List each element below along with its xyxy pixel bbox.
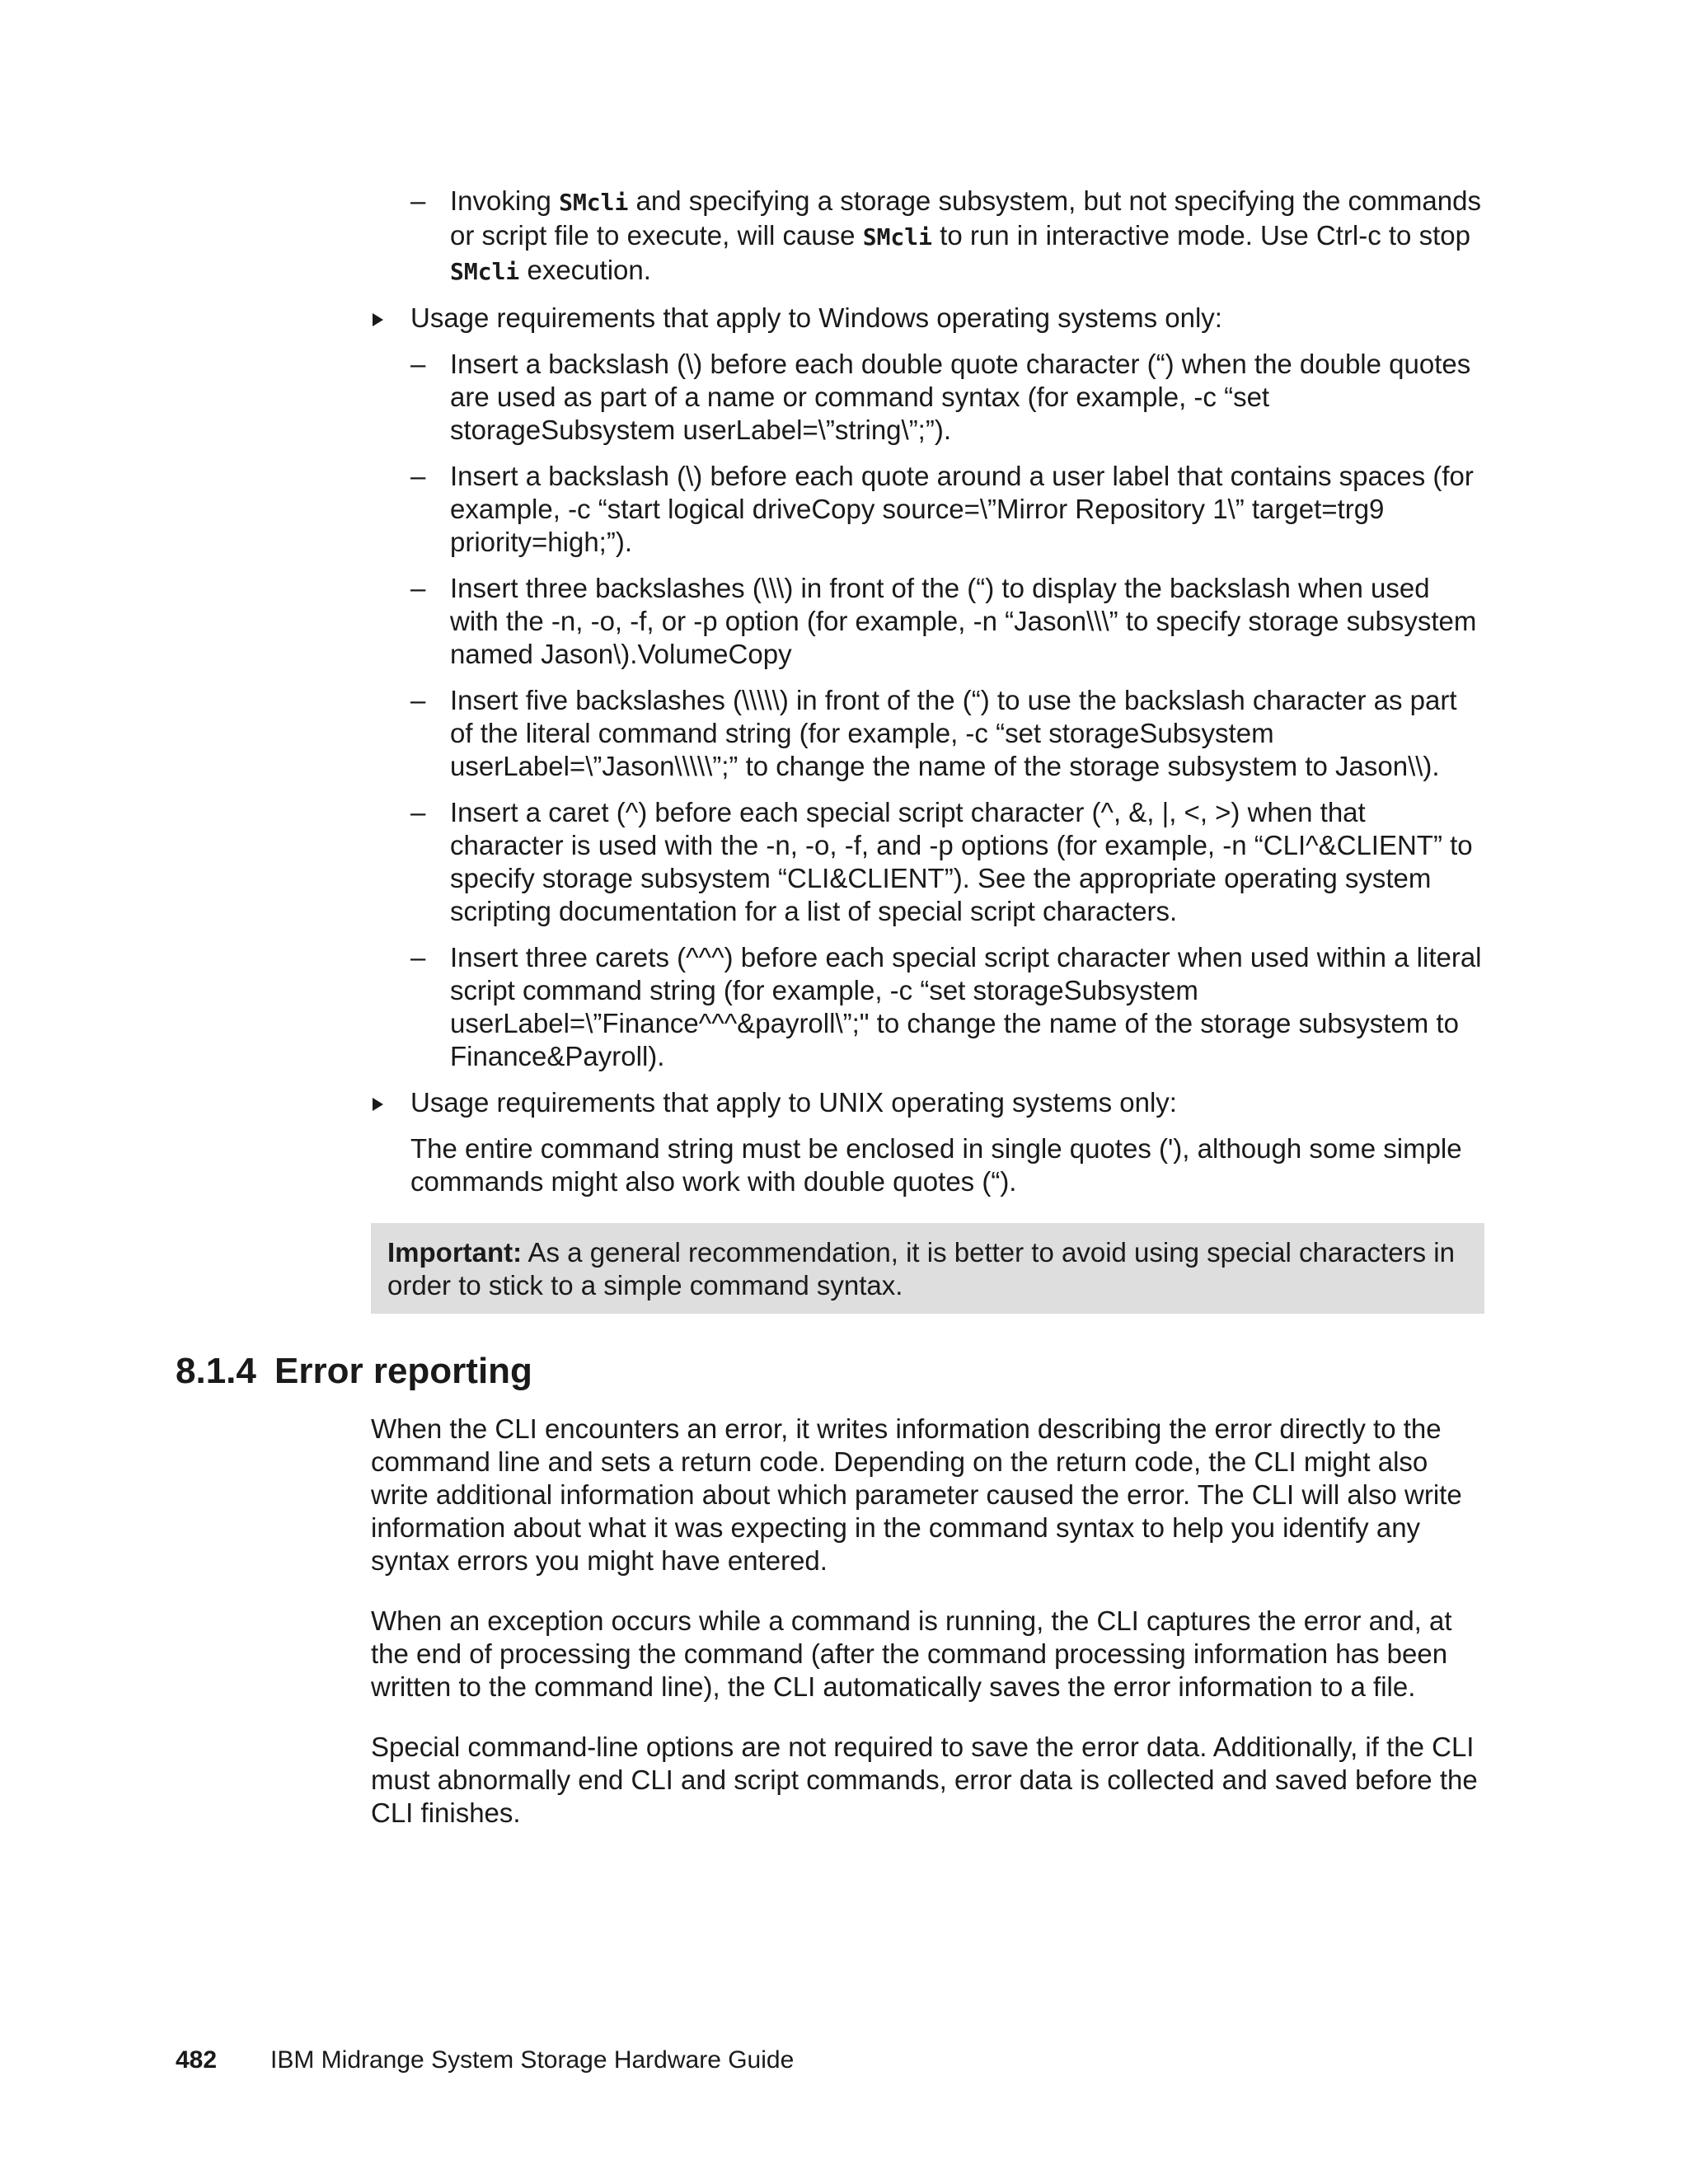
- dash-marker: –: [410, 461, 426, 491]
- item-text: and specifying a storage subsystem, but not specifying the commands or script file to execute, will cause: [450, 185, 1481, 251]
- note-text: As a general recommendation, it is better to avoid using special characters in order to stick to a simple command syntax.: [387, 1237, 1455, 1301]
- bullet-windows: [410, 302, 1484, 335]
- triangle-bullet-icon: [373, 313, 383, 326]
- dash-marker: –: [410, 685, 426, 715]
- inline-code: SMcli: [862, 223, 933, 251]
- list-item: [410, 941, 1484, 1073]
- important-note: [371, 1223, 1484, 1314]
- item-text: Insert three carets (^^^) before each special script character when used within a literal script command string (for example, -c “set storageSubsystem userLabel=\”Finance^^^&payroll\”;" to change the name of the storage subsystem to Finance&Payroll).: [450, 942, 1482, 1071]
- section-title: Error reporting: [274, 1351, 532, 1391]
- paragraph: When the CLI encounters an error, it writes information describing the error directly to the command line and sets a return code. Depending on the return code, the CLI might also write additional information about which parameter caused the error. The CLI will also write information about what it was expecting in the command syntax to help you identify any syntax errors you might have entered.: [371, 1413, 1462, 1576]
- dash-marker: –: [410, 185, 426, 216]
- bullet-label: Usage requirements that apply to Windows operating systems only:: [410, 302, 1222, 333]
- item-text: Invoking: [450, 185, 560, 216]
- section-heading: [176, 1350, 1688, 1393]
- bullet-label: Usage requirements that apply to UNIX operating systems only:: [410, 1087, 1177, 1118]
- page-content: [0, 185, 1688, 1857]
- bullet-unix: [410, 1086, 1484, 1119]
- list-item: [410, 348, 1484, 447]
- item-text: Insert a caret (^) before each special script character (^, &, |, <, >) when that character is used with the -n, -o, -f, and -p options (for example, -n “CLI^&CLIENT” to specify storage subsystem “CLI&CLIENT”). See the appropriate operating system scripting documentation for a list of special script characters.: [450, 797, 1473, 926]
- list-item: [410, 572, 1484, 671]
- list-item: [410, 185, 1484, 288]
- inline-code: SMcli: [559, 189, 629, 216]
- note-label: Important:: [387, 1237, 523, 1268]
- section-number: 8.1.4: [176, 1351, 256, 1391]
- paragraph: Special command-line options are not required to save the error data. Additionally, if the CLI must abnormally end CLI and script commands, error data is collected and saved before the CLI finishes.: [371, 1732, 1478, 1828]
- dash-marker: –: [410, 797, 426, 827]
- dash-marker: –: [410, 942, 426, 972]
- dash-marker: –: [410, 573, 426, 603]
- inline-code: SMcli: [450, 258, 520, 285]
- unix-paragraph: The entire command string must be enclosed in single quotes ('), although some simple commands might also work with double quotes (“).: [410, 1133, 1462, 1197]
- paragraph: When an exception occurs while a command is running, the CLI captures the error and, at the end of processing the command (after the command processing information has been written to the command line), the CLI automatically saves the error information to a file.: [371, 1605, 1452, 1702]
- list-item: [410, 796, 1484, 928]
- item-text: execution.: [519, 255, 651, 285]
- dash-marker: –: [410, 349, 426, 379]
- item-text: Insert a backslash (\) before each double quote character (“) when the double quotes are used as part of a name or command syntax (for example, -c “set storageSubsystem userLabel=\”string\”;”).: [450, 349, 1471, 445]
- list-item: [410, 460, 1484, 559]
- item-text: Insert five backslashes (\\\\\) in front of the (“) to use the backslash character as part of the literal command string (for example, -c “set storageSubsystem userLabel=\”Jason\\\\\”;” to change the name of the storage subsystem to Jason\\).: [450, 685, 1457, 781]
- item-text: Insert a backslash (\) before each quote around a user label that contains spaces (for example, -c “start logical driveCopy source=\”Mirror Repository 1\” target=trg9 priority=high;”).: [450, 461, 1474, 557]
- book-title: IBM Midrange System Storage Hardware Guide: [270, 2046, 795, 2074]
- item-text: Insert three backslashes (\\\) in front of the (“) to display the backslash when used with the -n, -o, -f, or -p option (for example, -n “Jason\\\” to specify storage subsystem named Jason\).VolumeCopy: [450, 573, 1477, 669]
- list-item: [410, 684, 1484, 783]
- page-number: 482: [176, 2046, 218, 2074]
- page-footer: [176, 2044, 794, 2077]
- item-text: to run in interactive mode. Use Ctrl-c to stop: [932, 220, 1470, 251]
- triangle-bullet-icon: [373, 1098, 383, 1111]
